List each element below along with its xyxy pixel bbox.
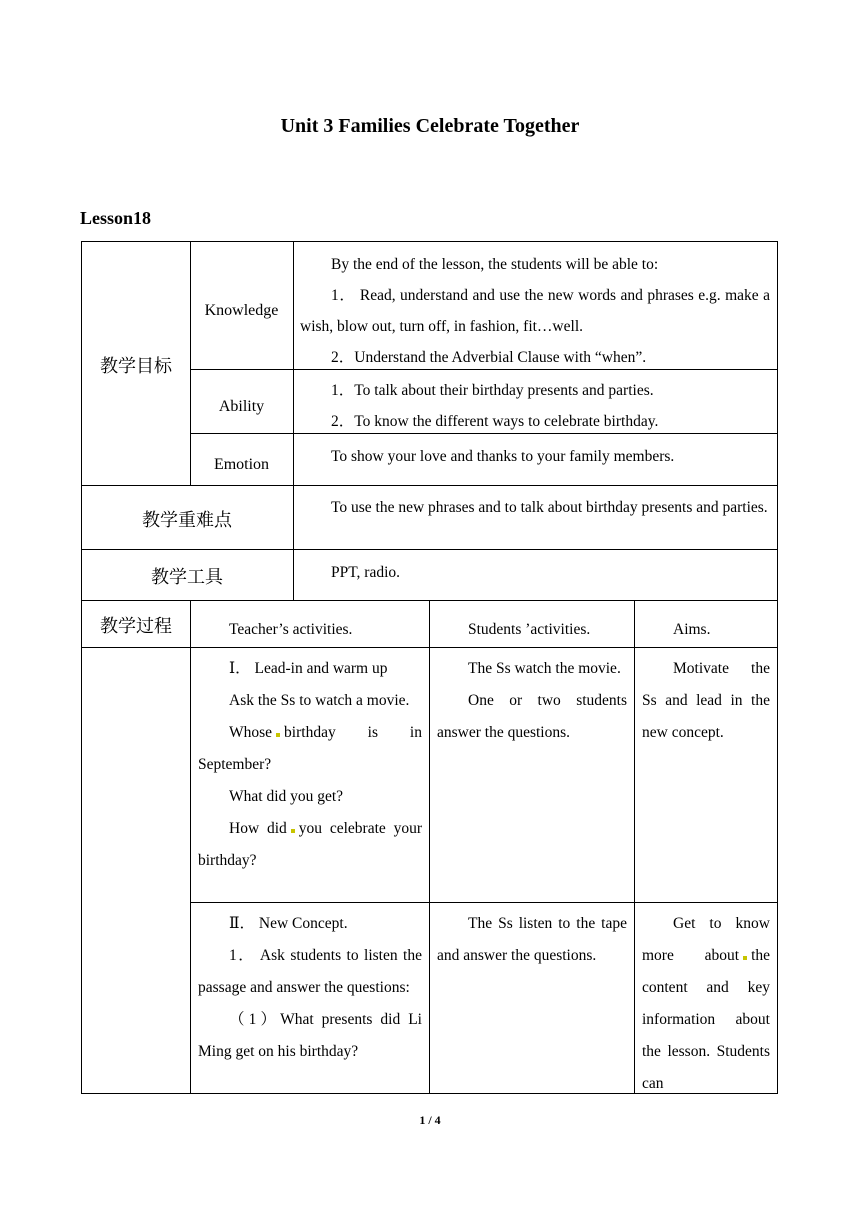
process-label: 教学过程 <box>100 616 172 637</box>
step1-aims-text: Motivate the Ss and lead in the new concept. <box>642 660 770 741</box>
table-border-right <box>777 241 778 1094</box>
step1-teacher-line <box>198 717 422 781</box>
step2-heading: Ⅱ． New Concept. <box>229 915 348 932</box>
table-rule <box>634 600 635 1094</box>
step1-students-line: The Ss watch the movie. <box>468 660 621 677</box>
emotion-label: Emotion <box>213 456 270 473</box>
table-rule <box>81 485 778 486</box>
table-rule <box>293 241 294 601</box>
students-activities-header-text: Students ’activities. <box>468 621 591 638</box>
aims-header <box>642 614 770 646</box>
key-points-label: 教学重难点 <box>142 510 232 531</box>
step1-aims <box>642 653 770 749</box>
step2-teacher-line: 1． Ask students to listen the passage and answer the questions: <box>198 947 422 996</box>
step1-teacher-text: Whose <box>229 724 273 741</box>
step2-students <box>437 908 627 972</box>
tools-content <box>300 557 770 589</box>
ability-label: Ability <box>218 398 265 415</box>
emotion-content <box>300 441 770 473</box>
step1-teacher <box>198 653 422 877</box>
document-title: Unit 3 Families Celebrate Together <box>280 115 580 137</box>
step1-teacher-line <box>198 813 422 877</box>
ability-item-1: 1．To talk about their birthday presents and parties. <box>331 382 654 399</box>
page-number: 1 / 4 <box>419 1113 441 1127</box>
ability-content <box>300 375 770 437</box>
students-activities-header <box>437 614 627 646</box>
step1-teacher-text: How did <box>229 820 287 837</box>
table-rule <box>429 600 430 1094</box>
knowledge-label: Knowledge <box>204 302 279 319</box>
step1-students <box>437 653 627 749</box>
teacher-activities-header <box>198 614 423 646</box>
table-rule <box>190 600 191 1094</box>
aims-header-text: Aims. <box>673 621 711 638</box>
lesson-heading: Lesson18 <box>80 208 152 228</box>
step1-students-line: One or two students answer the questions. <box>437 692 627 741</box>
step1-teacher-line: Ask the Ss to watch a movie. <box>229 692 410 709</box>
step1-teacher-text: birthday is in September? <box>198 724 422 773</box>
key-points-text: To use the new phrases and to talk about birthday presents and parties. <box>331 499 768 516</box>
tools-text: PPT, radio. <box>331 564 401 581</box>
knowledge-content <box>300 249 770 373</box>
step2-students-line: The Ss listen to the tape and answer the questions. <box>437 915 627 964</box>
ability-item-2: 2．To know the different ways to celebrate birthday. <box>331 413 659 430</box>
highlight-mark <box>743 956 747 960</box>
step2-aims <box>642 908 770 1100</box>
step2-aims-part: Get to know more about <box>642 915 770 964</box>
knowledge-item-2: 2．Understand the Adverbial Clause with “when”. <box>331 349 647 366</box>
emotion-text: To show your love and thanks to your family members. <box>331 448 675 465</box>
teacher-activities-header-text: Teacher’s activities. <box>229 621 353 638</box>
tools-label: 教学工具 <box>151 567 223 588</box>
table-border-top <box>81 241 778 242</box>
step2-teacher-line: （1）What presents did Li Ming get on his birthday? <box>198 1011 422 1060</box>
table-rule <box>190 902 778 903</box>
step2-aims-part: the content and key information about the lesson. Students can <box>642 947 770 1092</box>
knowledge-item-1: 1． Read, understand and use the new words and phrases e.g. make a wish, blow out, turn off, in fashion, fit…well. <box>300 287 770 335</box>
knowledge-intro: By the end of the lesson, the students will be able to: <box>331 256 659 273</box>
step1-heading: Ⅰ． Lead-in and warm up <box>229 660 388 677</box>
highlight-mark <box>291 829 295 833</box>
step2-aims-text <box>642 908 770 1100</box>
step2-teacher <box>198 908 422 1068</box>
key-points-content <box>300 492 770 524</box>
highlight-mark <box>276 733 280 737</box>
step1-teacher-line: What did you get? <box>229 788 344 805</box>
step1-teacher-text: you celebrate your birthday? <box>198 820 422 869</box>
objectives-label: 教学目标 <box>100 356 172 377</box>
table-rule <box>81 549 778 550</box>
